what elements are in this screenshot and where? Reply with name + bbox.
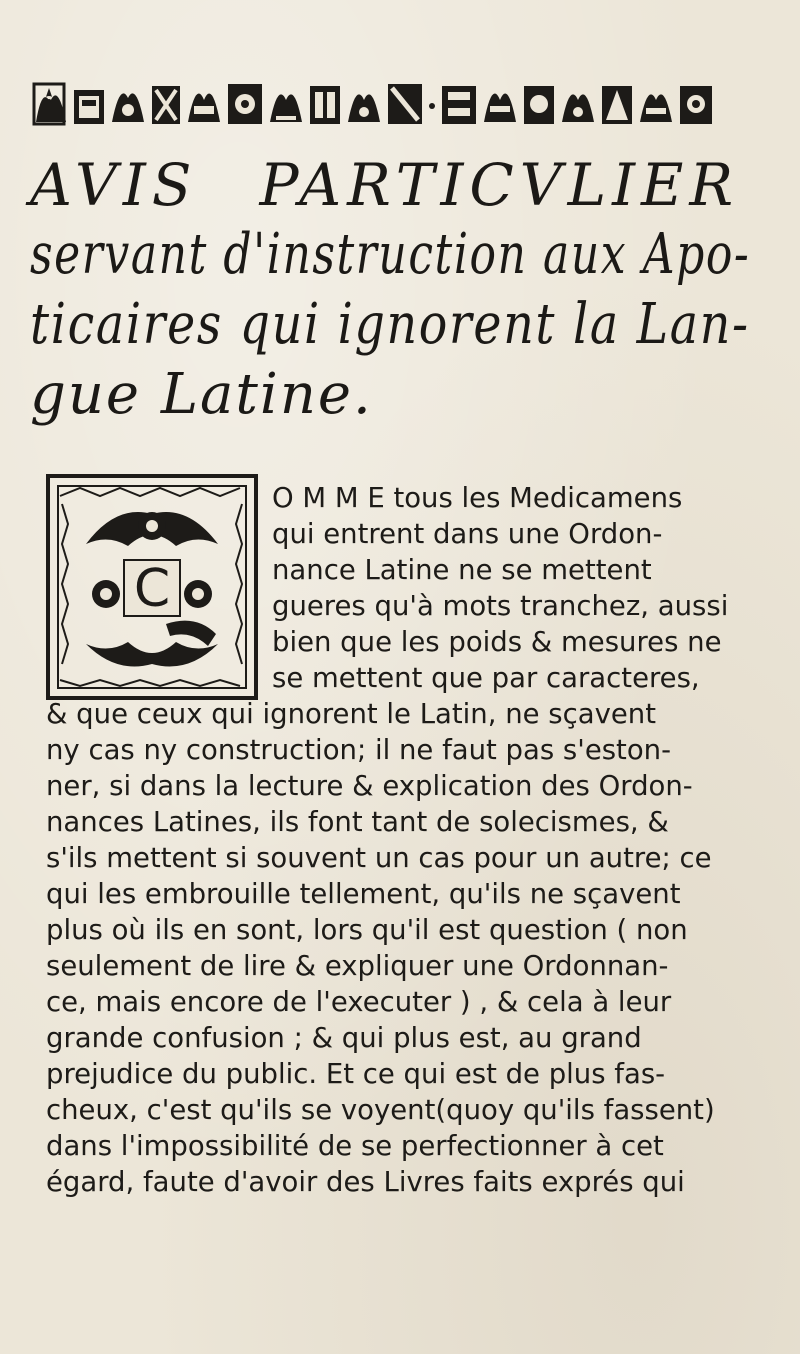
text-line: dans l'impossibilité de se perfectionner à cet [46, 1130, 664, 1162]
text-line: ce, mais encore de l'executer ) , & cela à leur [46, 986, 672, 1018]
title-line-1 [30, 150, 750, 220]
title-line-4: gue Latine. [30, 362, 373, 427]
text-line: s'ils mettent si souvent un cas pour un autre; ce [46, 842, 712, 874]
text-line: se mettent que par caracteres, [272, 662, 700, 694]
text-line: prejudice du public. Et ce qui est de plus fas- [46, 1058, 666, 1090]
title-word-avis: AVIS [30, 151, 198, 219]
text-line: grande confusion ; & qui plus est, au grand [46, 1022, 642, 1054]
title-word-particulier: PARTICVLIER [259, 151, 740, 219]
initial-letter: C [133, 559, 171, 619]
text-line: & que ceux qui ignorent le Latin, ne sçavent [46, 698, 657, 730]
title-line-3: ticaires qui ignorent la Lan- [30, 292, 750, 357]
text-line: cheux, c'est qu'ils se voyent(quoy qu'ils fassent) [46, 1094, 715, 1126]
text-line: ny cas ny construction; il ne faut pas s'eston- [46, 734, 672, 766]
text-line: ner, si dans la lecture & explication des Ordon- [46, 770, 693, 802]
text-line: seulement de lire & expliquer une Ordonnan- [46, 950, 669, 982]
title-block [30, 150, 750, 430]
text-line: nance Latine ne se mettent [272, 554, 652, 586]
decorative-headpiece [30, 76, 720, 132]
text-line: égard, faute d'avoir des Livres faits exprés qui [46, 1166, 685, 1198]
text-line: bien que les poids & mesures ne [272, 626, 722, 658]
text-line: qui les embrouille tellement, qu'ils ne sçavent [46, 878, 681, 910]
text-line: plus où ils en sont, lors qu'il est question ( non [46, 914, 688, 946]
decorated-initial [46, 474, 258, 700]
text-line: qui entrent dans une Ordon- [272, 518, 663, 550]
title-line-2: servant d'instruction aux Apo- [30, 222, 751, 287]
text-line: nances Latines, ils font tant de solecismes, & [46, 806, 669, 838]
text-line: gueres qu'à mots tranchez, aussi [272, 590, 729, 622]
text-line: O M M E tous les Medicamens [272, 482, 683, 514]
